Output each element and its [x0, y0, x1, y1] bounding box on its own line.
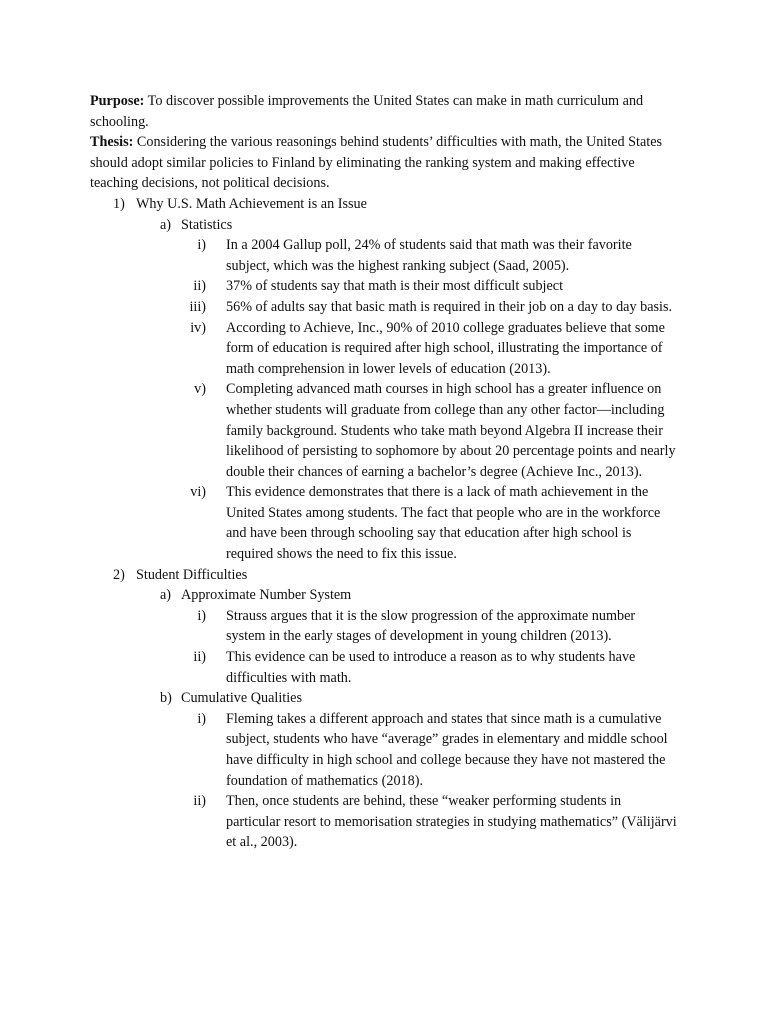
list-marker: a) — [160, 216, 172, 233]
outline-item — [0, 688, 768, 709]
outline-item — [0, 379, 768, 482]
outline-item — [0, 297, 768, 318]
list-marker: ii) — [193, 278, 206, 295]
list-item-text: This evidence demonstrates that there is a lack of math achievement in the United States among students. The fact that people who are in the workforce and have been through schooling say that education after high school is required shows the need to fix this issue. — [226, 484, 661, 563]
outline-item — [0, 235, 768, 276]
list-marker: iv) — [190, 319, 206, 336]
outline-item — [0, 791, 768, 853]
outline-item — [0, 565, 768, 586]
list-marker: i) — [197, 607, 206, 624]
outline-list — [0, 194, 768, 853]
list-marker: i) — [197, 237, 206, 254]
list-marker: vi) — [190, 484, 206, 501]
outline-item — [0, 709, 768, 791]
list-item-text: Student Difficulties — [136, 566, 248, 583]
outline-item — [0, 585, 768, 606]
list-item-text: 37% of students say that math is their most difficult subject — [226, 278, 564, 295]
thesis-paragraph — [90, 132, 675, 194]
list-item-text: Why U.S. Math Achievement is an Issue — [136, 195, 367, 212]
list-item-text: Cumulative Qualities — [181, 690, 302, 707]
outline-item — [0, 215, 768, 236]
list-marker: i) — [197, 710, 206, 727]
list-item-text: Then, once students are behind, these “weaker performing students in particular resort to memorisation strategies in studying mathematics” (Välijärvi et al., 2003). — [226, 793, 677, 851]
list-item-text: This evidence can be used to introduce a reason as to why students have difficulties with math. — [226, 649, 636, 686]
list-item-text: Approximate Number System — [181, 587, 352, 604]
list-item-text: 56% of adults say that basic math is required in their job on a day to day basis. — [226, 298, 673, 315]
purpose-label: Purpose: — [90, 93, 145, 109]
list-item-text: Strauss argues that it is the slow progression of the approximate number system in the early stages of development in young children (2013). — [226, 607, 636, 645]
outline-item — [0, 276, 768, 297]
list-marker: ii) — [193, 793, 206, 810]
outline-item — [0, 482, 768, 564]
list-item-text: In a 2004 Gallup poll, 24% of students said that math was their favorite subject, which was the highest ranking subject (Saad, 2005). — [226, 237, 632, 274]
purpose-paragraph — [90, 91, 675, 132]
outline-item — [0, 647, 768, 688]
list-item-text: According to Achieve, Inc., 90% of 2010 college graduates believe that some form of education is required after high school, illustrating the importance of math comprehension in lower levels of education (2013). — [226, 319, 665, 377]
list-marker: iii) — [189, 298, 206, 315]
list-marker: 2) — [113, 566, 125, 583]
list-marker: a) — [160, 587, 172, 604]
list-item-text: Fleming takes a different approach and states that since math is a cumulative subject, students who have “average” grades in elementary and middle school have difficulty in high school and college because they have not mastered the foundation of mathematics (2018). — [226, 710, 668, 789]
list-marker: v) — [194, 381, 206, 398]
outline-item — [0, 606, 768, 647]
outline-item — [0, 194, 768, 215]
list-marker: ii) — [193, 649, 206, 666]
thesis-text: Considering the various reasonings behind students’ difficulties with math, the United States should adopt similar policies to Finland by eliminating the ranking system and making effective teaching decisions, not political decisions. — [90, 134, 663, 192]
thesis-label: Thesis: — [90, 134, 134, 151]
purpose-text: To discover possible improvements the United States can make in math curriculum and schooling. — [90, 93, 644, 130]
outline-item — [0, 318, 768, 380]
list-marker: b) — [160, 690, 172, 707]
list-item-text: Completing advanced math courses in high school has a greater influence on whether students will graduate from college than any other factor—including family background. Students who take math beyond Algebra II increase their likelihood of persisting to sophomore by about 20 percentage points and nearly double their chances of earning a bachelor’s degree (Achieve Inc., 2013). — [226, 381, 676, 480]
list-item-text: Statistics — [181, 216, 233, 233]
list-marker: 1) — [113, 195, 125, 212]
